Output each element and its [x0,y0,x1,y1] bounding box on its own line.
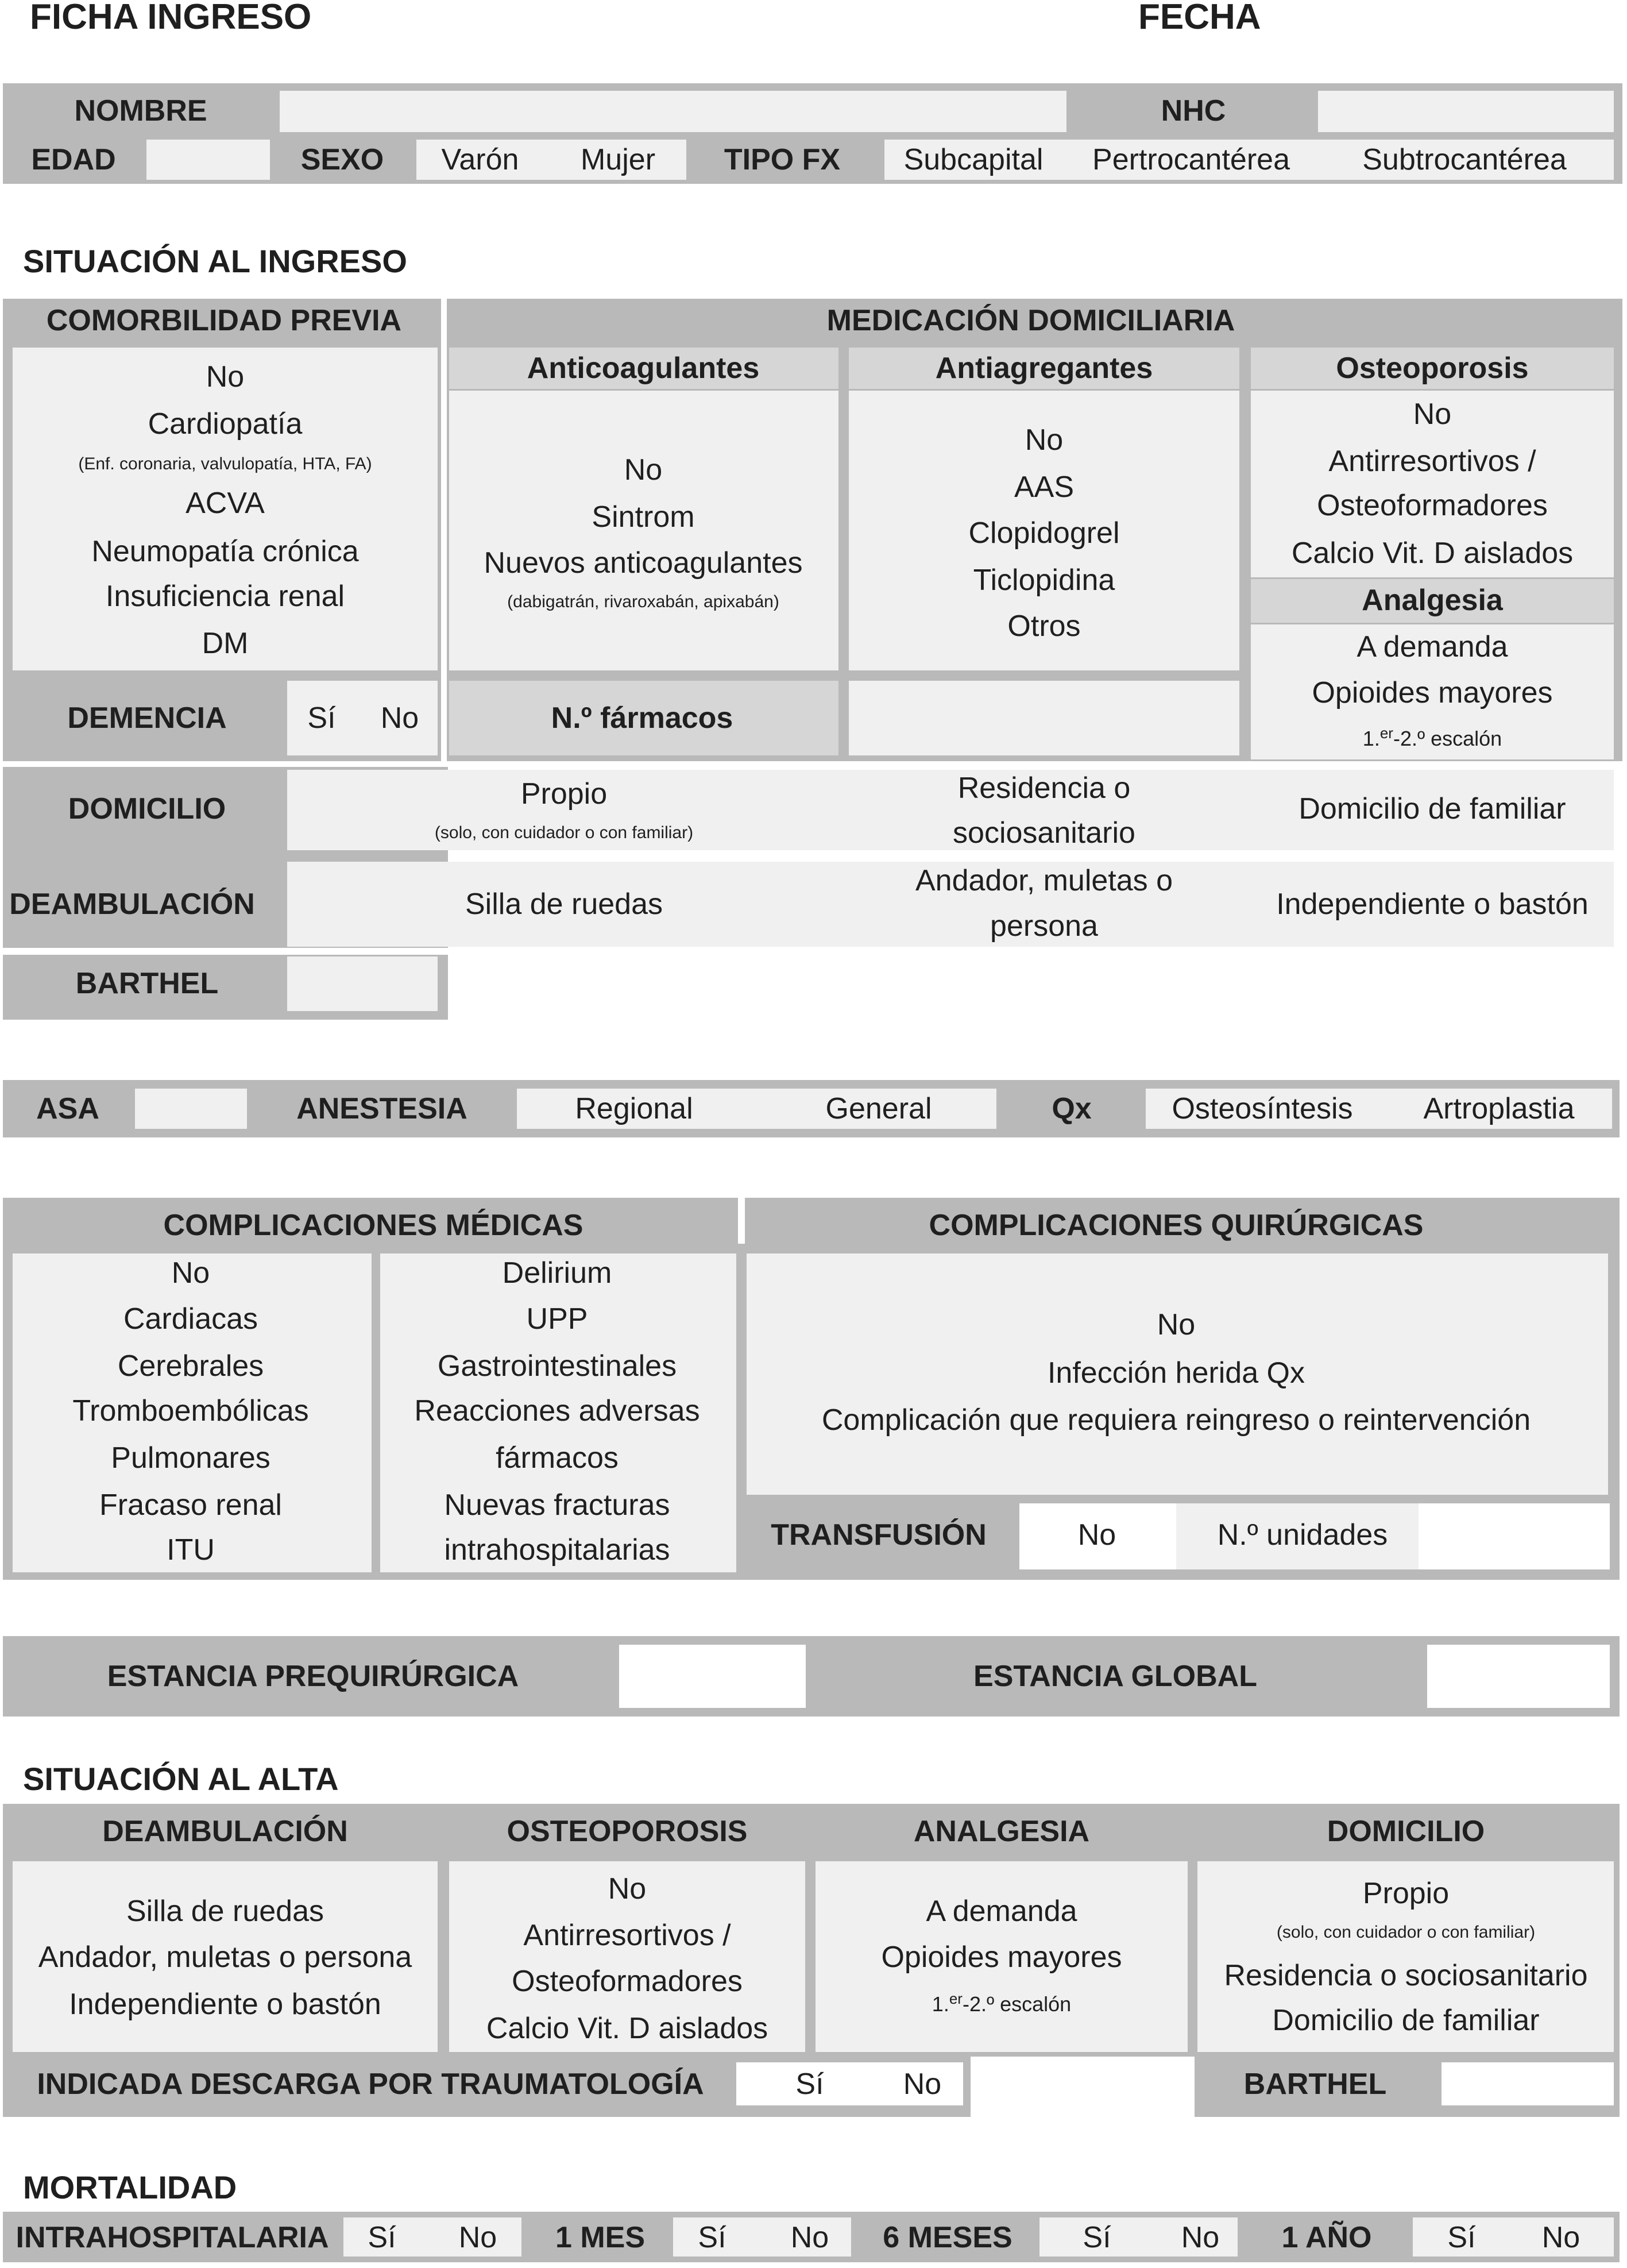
qx-label: Qx [1052,1092,1092,1125]
domicilio-residencia-line2: sociosanitario [953,816,1135,850]
nombre-label: NOMBRE [74,94,207,128]
comp-quir-no[interactable]: No [1157,1308,1196,1341]
antiagreg-no[interactable]: No [1025,423,1064,457]
comp-nuevas-fracturas-line2: intrahospitalarias [444,1533,670,1567]
domicilio-propio-note: (solo, con cuidador o con familiar) [434,823,694,842]
antiagreg-header: Antiagregantes [935,352,1153,385]
row-divider [3,948,448,955]
alta-gap [971,2057,1195,2117]
comorbilidad-insuficiencia-renal[interactable]: Insuficiencia renal [105,580,345,613]
antiagreg-ticlopidina[interactable]: Ticlopidina [973,564,1115,597]
analgesia-header: Analgesia [1362,584,1503,617]
anticoag-no[interactable]: No [624,453,663,487]
mortalidad-title: MORTALIDAD [23,2169,237,2205]
form-title: FICHA INGRESO [30,0,312,37]
transfusion-label: TRANSFUSIÓN [771,1518,987,1552]
comp-reacciones-line2: fármacos [496,1441,619,1475]
medicacion-header: MEDICACIÓN DOMICILIARIA [826,304,1235,337]
osteo-header: Osteoporosis [1336,352,1529,385]
nhc-label: NHC [1161,94,1226,128]
transfusion-unidades-label: N.º unidades [1217,1518,1388,1552]
domicilio-propio-option[interactable]: Propio [520,777,608,811]
anticoag-header: Anticoagulantes [527,352,760,385]
alta-analgesia-header: ANALGESIA [913,1815,1090,1848]
alta-domicilio-propio[interactable]: Propio [1362,1877,1450,1910]
anticoag-nuevos-note: (dabigatrán, rivaroxabán, apixabán) [507,592,779,611]
comp-quir-reingreso[interactable]: Complicación que requiera reingreso o reintervención [821,1403,1531,1437]
anestesia-general-option[interactable]: General [825,1092,932,1125]
domicilio-label: DOMICILIO [68,792,226,826]
alta-analgesia-escalon[interactable]: 1.$^{er}$-2.º escalón [932,1990,1072,2016]
comp-no[interactable]: No [171,1256,210,1290]
header-divider [738,1198,745,1244]
antiagreg-aas[interactable]: AAS [1014,470,1075,504]
osteo-antirresortivos[interactable]: Antirresortivos / [1328,445,1536,478]
comp-quir-infeccion[interactable]: Infección herida Qx [1047,1356,1305,1390]
osteo-no[interactable]: No [1413,398,1452,431]
asa-label: ASA [36,1092,99,1125]
alta-barthel-label: BARTHEL [1243,2068,1387,2101]
comp-nuevas-fracturas[interactable]: Nuevas fracturas [444,1488,670,1522]
column-divider [441,299,447,761]
alta-barthel-field[interactable] [1442,2062,1614,2105]
comorbilidad-acva[interactable]: ACVA [185,487,265,520]
analgesia-a-demanda[interactable]: A demanda [1357,630,1508,664]
qx-artroplastia-option[interactable]: Artroplastia [1423,1092,1575,1125]
mort-1ano-si-option[interactable]: Sí [1447,2221,1476,2254]
osteo-calcio[interactable]: Calcio Vit. D aislados [1291,537,1574,570]
qx-osteosintesis-option[interactable]: Osteosíntesis [1172,1092,1353,1125]
estancia-global-field[interactable] [1427,1645,1610,1708]
alta-osteo-no[interactable]: No [608,1872,647,1906]
alta-deamb-indep[interactable]: Independiente o bastón [69,1988,381,2021]
comorbilidad-header: COMORBILIDAD PREVIA [46,304,402,337]
analgesia-escalon[interactable]: 1.$^{er}$-2.º escalón [1362,724,1502,750]
fecha-label: FECHA [1138,0,1261,37]
demencia-label: DEMENCIA [67,701,227,735]
alta-osteo-calcio[interactable]: Calcio Vit. D aislados [486,2012,768,2045]
nfarmacos-label: N.º fármacos [551,701,733,735]
transfusion-no-option[interactable]: No [1077,1518,1116,1552]
domicilio-residencia-option[interactable]: Residencia o [957,772,1131,805]
alta-domicilio-header: DOMICILIO [1327,1815,1485,1848]
edad-field[interactable] [146,140,270,180]
nombre-field[interactable] [280,91,1066,132]
mort-1ano-no-option[interactable]: No [1541,2221,1580,2254]
comp-upp[interactable]: UPP [526,1302,588,1336]
alta-domicilio-residencia[interactable]: Residencia o sociosanitario [1224,1959,1588,1992]
ingreso-title: SITUACIÓN AL INGRESO [23,243,407,279]
comp-medicas-header: COMPLICACIONES MÉDICAS [163,1209,583,1242]
deambulacion-andador-option[interactable]: Andador, muletas o [915,864,1173,897]
mort-6meses-label: 6 MESES [883,2221,1012,2254]
fx-subtrocanterea-option[interactable]: Subtrocantérea [1362,143,1567,176]
asa-field[interactable] [135,1089,247,1129]
alta-osteo-header: OSTEOPOROSIS [507,1815,748,1848]
mort-6meses-si-option[interactable]: Sí [1083,2221,1111,2254]
comp-tromboembolicas[interactable]: Tromboembólicas [72,1394,309,1428]
alta-domicilio-propio-note: (solo, con cuidador o con familiar) [1276,1923,1536,1942]
analgesia-opioides[interactable]: Opioides mayores [1312,676,1553,709]
estancia-pre-field[interactable] [619,1645,806,1708]
alta-analgesia-opioides[interactable]: Opioides mayores [881,1941,1122,1974]
comp-pulmonares[interactable]: Pulmonares [111,1441,270,1475]
mort-intra-label: INTRAHOSPITALARIA [16,2221,329,2254]
barthel-field[interactable] [287,956,438,1011]
comp-cerebrales[interactable]: Cerebrales [117,1349,264,1383]
alta-domicilio-familiar[interactable]: Domicilio de familiar [1272,2004,1540,2037]
mort-intra-si-option[interactable]: Sí [368,2221,396,2254]
comp-cardiacas[interactable]: Cardiacas [123,1302,258,1336]
comp-gastrointestinales[interactable]: Gastrointestinales [437,1349,677,1383]
estancia-global-label: ESTANCIA GLOBAL [973,1660,1257,1693]
osteo-osteoformadores: Osteoformadores [1317,489,1548,522]
alta-osteo-osteoformadores: Osteoformadores [512,1965,743,1998]
descarga-si-option[interactable]: Sí [795,2068,824,2101]
anestesia-label: ANESTESIA [296,1092,467,1125]
anticoag-nuevos[interactable]: Nuevos anticoagulantes [484,546,803,580]
transfusion-unidades-field[interactable] [1421,1508,1608,1565]
sexo-mujer-option[interactable]: Mujer [580,143,656,176]
mort-1ano-label: 1 AÑO [1281,2221,1372,2254]
sexo-label: SEXO [300,143,384,176]
comorbilidad-no[interactable]: No [206,360,245,394]
mort-6meses-no-option[interactable]: No [1181,2221,1220,2254]
nfarmacos-field[interactable] [849,681,1239,755]
deambulacion-indep-option[interactable]: Independiente o bastón [1276,888,1589,921]
mort-intra-no-option[interactable]: No [458,2221,497,2254]
fx-subcapital-option[interactable]: Subcapital [903,143,1044,176]
alta-analgesia-a-demanda[interactable]: A demanda [926,1895,1077,1928]
estancia-pre-label: ESTANCIA PREQUIRÚRGICA [107,1660,519,1693]
row-divider [3,761,1622,767]
mort-1mes-label: 1 MES [555,2221,646,2254]
sexo-varon-option[interactable]: Varón [441,143,519,176]
descarga-no-option[interactable]: No [903,2068,942,2101]
alta-osteo-antirresortivos[interactable]: Antirresortivos / [523,1919,731,1952]
deambulacion-silla-option[interactable]: Silla de ruedas [465,888,663,921]
comorbilidad-dm[interactable]: DM [202,627,249,660]
anticoag-sintrom[interactable]: Sintrom [592,500,695,534]
comp-itu[interactable]: ITU [167,1533,215,1567]
comorbilidad-cardiopatia[interactable]: Cardiopatía [148,407,303,441]
antiagreg-otros[interactable]: Otros [1007,610,1081,643]
deambulacion-label: DEAMBULACIÓN [9,888,255,921]
demencia-si-option[interactable]: Sí [307,701,336,735]
edad-label: EDAD [31,143,116,176]
comp-reacciones-adversas[interactable]: Reacciones adversas [414,1394,700,1428]
mort-1ano-options [1413,2217,1614,2257]
mort-1mes-no-option[interactable]: No [790,2221,829,2254]
comorbilidad-cardiopatia-note: (Enf. coronaria, valvulopatía, HTA, FA) [78,454,372,473]
comp-quir-header: COMPLICACIONES QUIRÚRGICAS [929,1209,1424,1242]
descarga-label: INDICADA DESCARGA POR TRAUMATOLOGÍA [37,2068,704,2101]
alta-deamb-header: DEAMBULACIÓN [102,1815,348,1848]
comorbilidad-neumopatia[interactable]: Neumopatía crónica [91,535,359,568]
domicilio-familiar-option[interactable]: Domicilio de familiar [1298,792,1566,826]
deambulacion-andador-line2: persona [990,909,1098,943]
tipo-fx-label: TIPO FX [724,143,841,176]
mort-1mes-si-option[interactable]: Sí [698,2221,726,2254]
comp-fracaso-renal[interactable]: Fracaso renal [99,1488,282,1522]
antiagreg-clopidogrel[interactable]: Clopidogrel [968,516,1120,550]
demencia-no-option[interactable]: No [380,701,419,735]
alta-deamb-andador[interactable]: Andador, muletas o persona [38,1941,412,1974]
anestesia-regional-option[interactable]: Regional [575,1092,693,1125]
comp-delirium[interactable]: Delirium [502,1256,612,1290]
alta-deamb-silla[interactable]: Silla de ruedas [126,1895,324,1928]
nhc-field[interactable] [1318,91,1614,132]
alta-title: SITUACIÓN AL ALTA [23,1761,339,1797]
fx-pertrocanterea-option[interactable]: Pertrocantérea [1092,143,1290,176]
barthel-label: BARTHEL [75,967,219,1000]
